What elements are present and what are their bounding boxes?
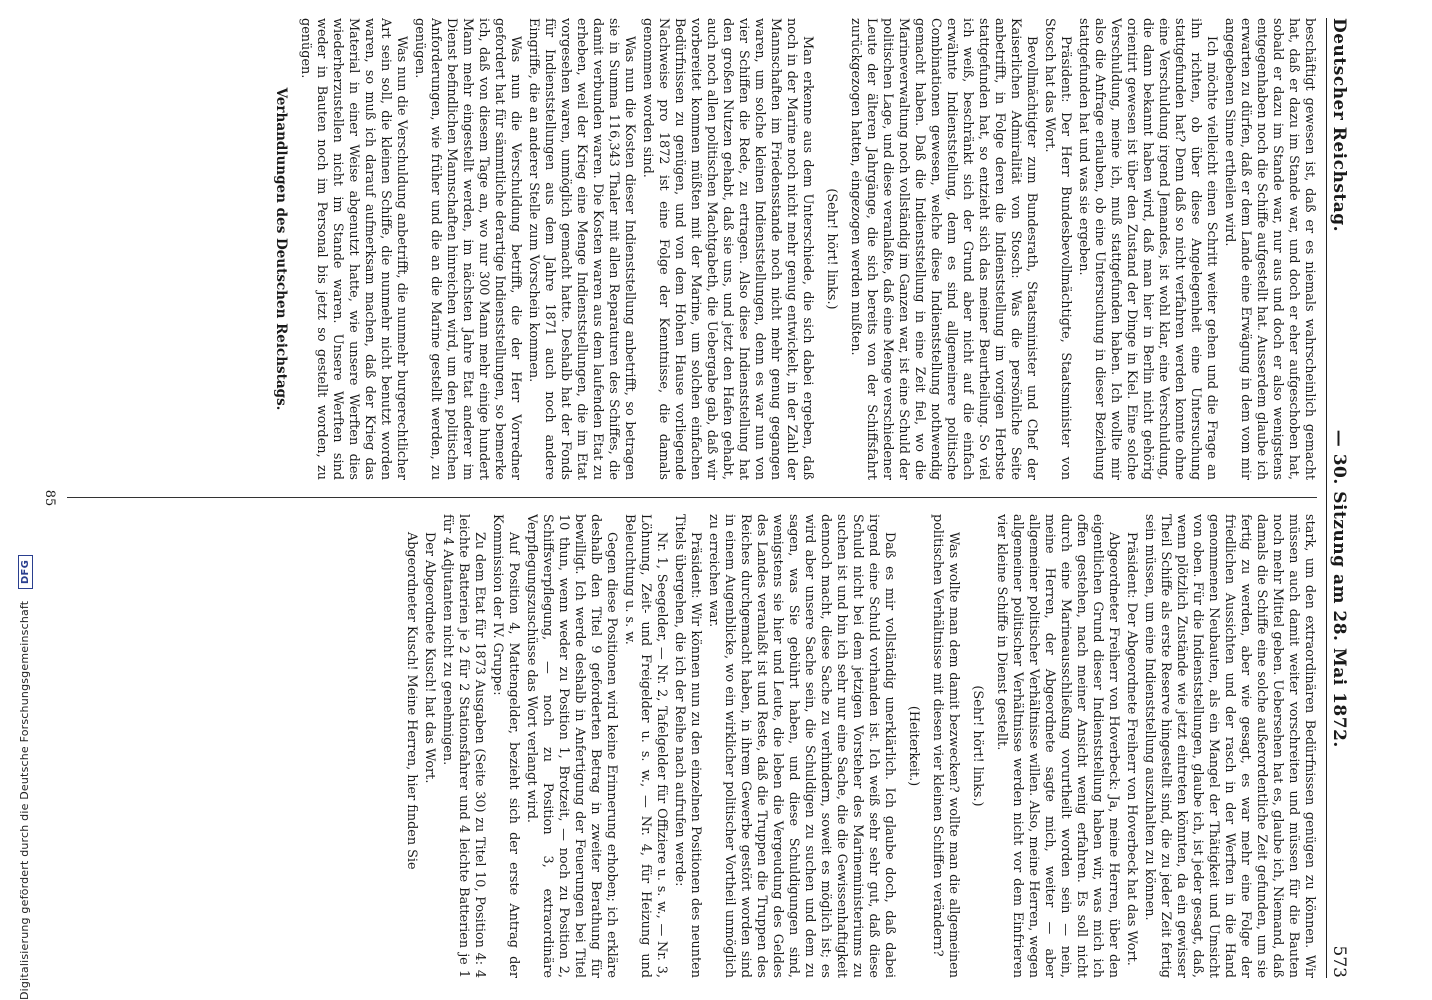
credit-text: Digitalisierung gefördert durch die Deutsche Forschungsgemeinschaft xyxy=(18,600,31,1000)
paragraph: Man erkenne aus dem Unterschiede, die sich dabei ergeben, daß noch in der Marine noch nicht mehr genug entwickelt, in der Zahl der Mannschaften im Friedensstande noch nicht mehr genug gegangen waren, um solche kleinen Indienststellungen, denn es war nun von vier Schiffen die Rede, zu ertragen. Also diese Indienststellung hat den großen Nutzen gehabt, daß sie uns, und jetzt den Hafen gehabt, auch noch allen politischen Machtgabeth, die Uebergabe gab, daß wir vorbereitet kommen müßten mit der Marine, um solchen einfachen Bedürfnissen zu genügen, und von dem Hohen Hause vorliegende Nachweise pro 1872 ist eine Folge der Kenntnisse, die damals genommen worden sind. xyxy=(640,18,815,480)
header-rule xyxy=(1326,18,1327,978)
paragraph: Was nun die Verschuldung anbetrifft, die nunmehr burgerechtlicher Art sein soll, die kleinen Schiffe, die nunmehr nicht benutzt worden waren, so muß ich darauf aufmerksam machen, daß der Krieg das Material in einer Weise abgenutzt hatte, wie unsere Werften dies wiederherzustellen nicht im Stande waren. Unsere Werften sind weder in Bauten noch im Personal bis jetzt so gestellt worden, zu genügen. xyxy=(298,18,409,480)
paragraph: Gegen diese Positionen wird keine Erinnerung erhoben; ich erkläre deshalb den Titel 9 geforderten Betrag in zweiter Berathung für bewilligt. Ich werde deshalb in Anfertigung der Feuerungen bei Titel 10 thun, wenn weder zu Position 1, Brotzeit, — noch zu Position 2, Schiffsverpflegung, — noch zu Position 3, extraordinäre Verpflegungszuschüsse das Wort verlangt wird. xyxy=(524,514,619,978)
page-header xyxy=(1329,18,1355,978)
interjection: (Sehr! hört! links.) xyxy=(970,685,985,807)
paragraph: Abgeordneter Freiherr von Hoverbeck: Ja, meine Herren, über den eigentlichen Grund dieser Indienststellung haben wir, was mich ich offen gestehen, nach meiner Ansicht wenig erfahren. Es soll nicht durch eine Marineausschließung vorurtheilt worden sein — nein, meine Herren, der Abgeordnete sagte mich, weiter — aber allgemeiner politischer Verhältnisse willen. Also, meine Herren, wegen allgemeiner politischer Verhältnisse werden nicht vor dem Einfrieren vier kleine Schiffe in Dienst gestellt. xyxy=(994,514,1121,978)
rotated-page xyxy=(30,18,1355,978)
digitization-credit xyxy=(18,555,33,1000)
right-column xyxy=(67,514,1317,978)
page-number: 573 xyxy=(1329,945,1349,978)
paragraph: Was nun die Kosten dieser Indienststellung anbetrifft, so betragen sie in Summa 116,343 Thaler mit allen Reparaturen des Schiffes, die damit verbunden waren. Die Kosten waren aus dem laufenden Etat zu erheben, weil der Krieg eine Menge Indienststellungen, die im Etat vorgesehen waren, unmöglich gemacht hatte. Deshalb hat der Fonds für Indienststellungen aus dem Jahre 1871 auch noch andere Eingriffe, die an anderer Stelle zum Vorschein kommen. xyxy=(526,18,637,480)
column-footer: Verhandlungen des Deutschen Reichstags. xyxy=(273,87,289,411)
paragraph: Zu dem Etat für 1873 Ausgaben (Seite 30) zu Titel 10, Position 4: 4 leichte Batterien je 2 für 2 Stationsfahrer und 4 leichte Batterien je 1 für 4 Adjutanten nicht zu genehmigen. xyxy=(440,514,487,978)
interjection: (Heiterkeit.) xyxy=(906,705,921,787)
header-left: Deutscher Reichstag. xyxy=(1329,18,1349,233)
paragraph: Bevollmächtigter zum Bundesrath, Staatsminister und Chef der Kaiserlichen Admiralität von Stosch: Was die persönliche Seite anbetrifft, in Folge deren die Indienststellung im vorigen Herbste stattgefunden hat, so entzieht sich das meiner Beurtheilung. So viel ich weiß, beschränkt sich der Grund aber nicht auf die einfach erwähnte Indienststellung, denn es sind allgemeinere politische Combinationen gewesen, welche diese Indienststellung nothwendig gemacht haben. Daß die Indienststellung in eine Zeit fiel, wo die Marineverwaltung noch vollständig im Ganzen war, ist eine Schuld der politischen Lage, und diese veranlaßte, daß eine Menge verschiedener Leute der älteren Jahrgänge, die sich bereits von der Schiffsfahrt zurückgezogen hatten, eingezogen werden mußten. xyxy=(848,18,1039,480)
paragraph: beschäftigt gewesen ist, daß er es niemals wahrscheinlich gemacht hat, daß er dazu im Stande war, und doch er eher aufgeschoben hat, sobald er dazu im Stande war, nur aus und doch er also wenigstens entgegenhaben noch die Schiffe aufgestellt hat. Ausserdem glaube ich erwarten zu dürfen, daß er dem Lande eine Erwägung in dem vom mir angegebenen Sinne ertheilen wird. xyxy=(1222,18,1317,480)
paragraph: Abgeordneter Kusch! Meine Herren, hier finden Sie xyxy=(404,532,419,870)
paragraph: stark, um den extraordinären Bedürfnissen genügen zu können. Wir müssen auch damit weiter vorschreiten und müssen für die Bauten noch mehr Mittel geben. Uebersehen hat es, glaube ich, Niemand, daß damals die Schiffe eine solche außerordentliche Zeit gefunden, um sie fertig zu werden, aber wie gesagt, es war mehr eine Folge der friedlichen Aussichten und der rasch in der Werften in die Hand genommenen Neubauten, als ein Mangel der Thätigkeit und Umsicht von oben. Für die Indienststellungen, glaube ich, ist jeder gesagt, daß, wenn plötzlich Zustände wie jetzt eintreten könnten, da ein gewisser Theil Schiffe als erste Reserve hingestellt sind, die zu jeder Zeit fertig sein müssen, um eine Indienststellung auszuhalten zu können. xyxy=(1142,514,1317,978)
paragraph: Der Abgeordnete Kusch! hat das Wort. xyxy=(422,532,437,784)
column-divider xyxy=(67,497,1317,498)
interjection: (Sehr! hört! links.) xyxy=(824,188,839,310)
paragraph: Präsident: Der Abgeordnete Freiherr von Hoverbeck hat das Wort. xyxy=(1124,532,1139,966)
header-center: — 30. Sitzung am 28. Mai 1872. xyxy=(1329,429,1349,748)
paragraph: Ich möchte vielleicht einen Schritt weiter gehen und die Frage an ihn richten, ob über diese Angelegenheit eine Untersuchung stattgefunden hat? Denn daß so nicht verfahren werden konnte ohne eine Verschuldung irgend Jemandes, ist wohl klar, eine Verschuldung, die dann bekannt haben wird, daß man hier in Berlin nicht gehörig orientirt gewesen ist über den Zustand der Dinge in Kiel. Eine solche Verschuldung, meine ich, muß stattgefunden haben. Ich wollte mir also die Anfrage erlauben, ob eine Untersuchung in dieser Beziehung stattgefunden hat und was sie ergeben. xyxy=(1076,18,1219,480)
dfg-logo: DFG xyxy=(18,555,33,589)
paragraph: Daß es mir vollständig unerklärlich. Ich glaube doch, daß dabei irgend eine Schuld vorhanden ist. Ich weiß sehr sehr gut, daß diese Schuld nicht bei dem jetzigen Vorsteher des Marineministeriums zu suchen ist und bin ich sehr nur eine Sache, die die Gewissenhaftigkeit dennoch macht, diese Sache zu verhindern, soweit es möglich ist; es wird aber unsere Sache sein, die Schuldigen zu suchen und dem zu sagen, was Sie gebührt haben, und diese Schuldigungen sind, wenigstens sie hier und Leute, die leben die Vergeudung des Geldes des Landes veranlaßt ist und Reste, daß die Truppen die Truppen des Reiches durchgemacht haben, in ihrem Gewerbe gestört worden sind in einem Augenblicke, wo ein wirklicher politischer Vortheil unmöglich zu erreichen war. xyxy=(706,514,897,978)
left-column xyxy=(67,18,1317,480)
paragraph: Präsident: Der Herr Bundesbevollmächtigte, Staatsminister von Stosch hat das Wort. xyxy=(1042,18,1073,480)
paragraph: Nr. 1, Seegelder, — Nr. 2, Tafelgelder für Offiziere u. s. w., — Nr. 3, Löhnung, Zeit- und Freigelder u. s. w., — Nr. 4, für Heizung und Beleuchtung u. s. w. xyxy=(622,514,669,978)
paragraph: Auf Position 4, Mattengelder, bezieht sich der erste Antrag der Kommission der IV. Gruppe: xyxy=(490,514,521,978)
footer-page-number: 85 xyxy=(42,489,57,507)
paragraph: Was wollte man dem damit bezwecken? wollte man die allgemeinen politischen Verhältnisse mit diesen vier kleinen Schiffen verändern? xyxy=(930,514,961,978)
paragraph: Was nun die Verschuldung betrifft, die der Herr Vorredner gefordert hat für sämmtliche derartige Indienststellungen, so bemerke ich, daß von diesem Tage an, wo nur 300 Mann mehr einige hundert Mann mehr eingestellt werden, im nächsten Jahre Etat anderer im Dienst befindlichen Mannschaften hinreichen wird, um den politischen Anforderungen, wie früher und die an die Marine gestellt werden, zu genügen. xyxy=(412,18,523,480)
paragraph: Präsident: Wir können nun zu den einzelnen Positionen des neunten Titels übergehen, die ich der Reihe nach aufrufen werde: xyxy=(672,514,703,978)
